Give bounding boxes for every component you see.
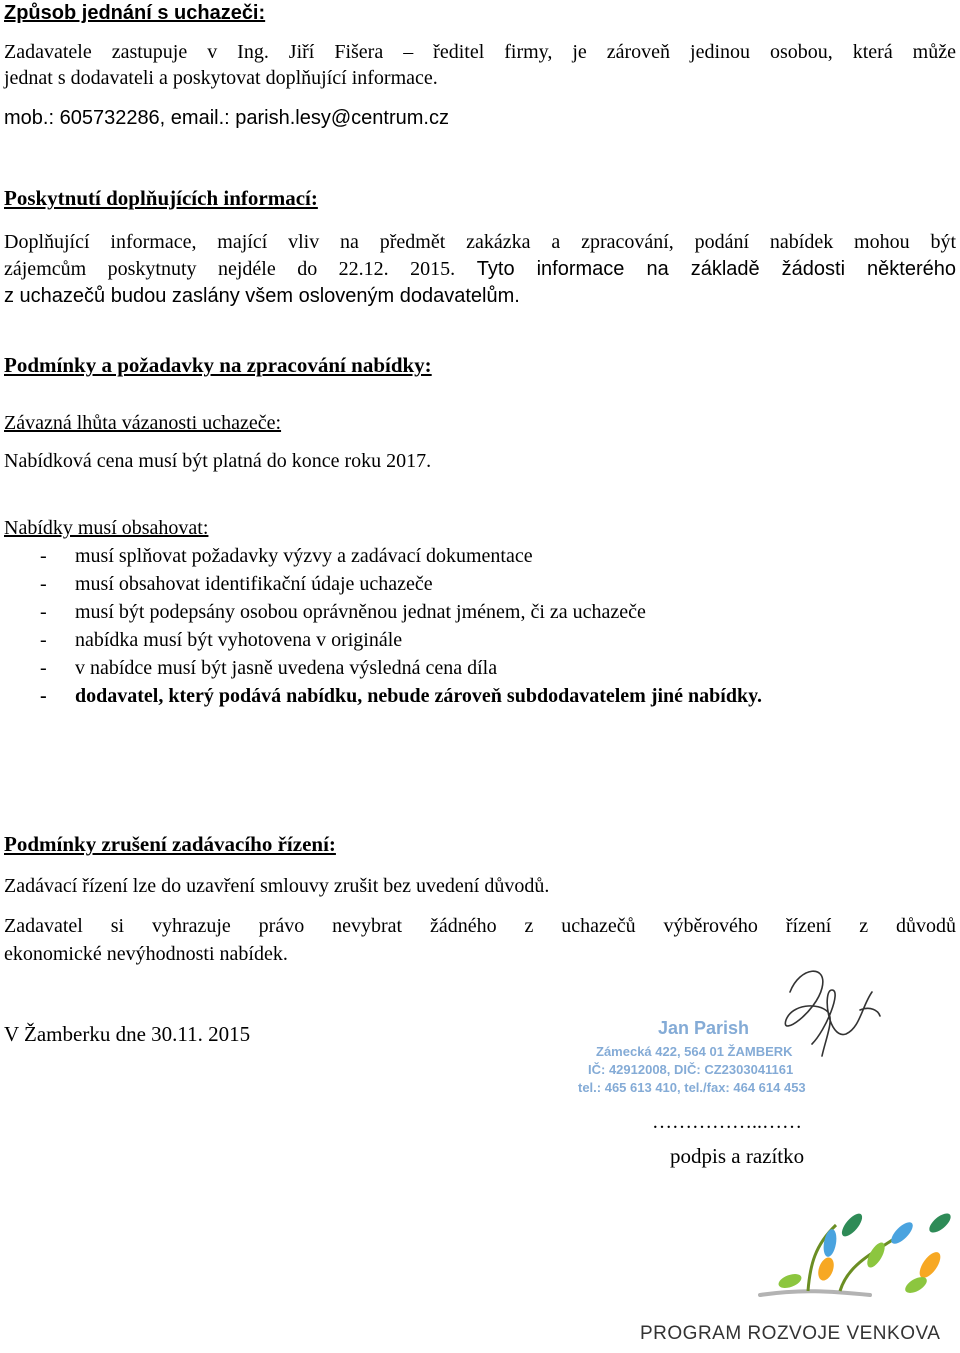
subheading-binding-period: Závazná lhůta vázanosti uchazeče: <box>4 412 282 434</box>
heading-cancellation: Podmínky zrušení zadávacího řízení: <box>4 832 336 856</box>
heading-contact: Způsob jednání s uchazeči: <box>4 2 266 24</box>
stamp-name: Jan Parish <box>658 1018 750 1038</box>
tree-logo-icon <box>640 1195 960 1305</box>
subheading-offer-content: Nabídky musí obsahovat: <box>4 517 209 539</box>
requirements-list <box>4 542 762 710</box>
list-item: - dodavatel, který podává nabídku, nebude zároveň subdodavatelem jiné nabídky. <box>40 685 763 707</box>
stamp-ids: IČ: 42912008, DIČ: CZ2303041161 <box>588 1062 794 1077</box>
list-item: - musí být podepsány osobou oprávněnou jednat jménem, či za uchazeče <box>40 601 646 623</box>
list-item: - musí obsahovat identifikační údaje uchazeče <box>40 573 433 595</box>
contact-details: mob.: 605732286, email.: parish.lesy@centrum.cz <box>4 107 449 129</box>
cancellation-line-3: ekonomické nevýhodnosti nabídek. <box>4 943 288 965</box>
info-line-3: z uchazečů budou zaslány všem osloveným dodavatelům. <box>4 285 520 307</box>
stamp-phones: tel.: 465 613 410, tel./fax: 464 614 453 <box>578 1080 806 1095</box>
validity-text: Nabídková cena musí být platná do konce roku 2017. <box>4 450 432 472</box>
signature-label: podpis a razítko <box>670 1144 805 1168</box>
program-logo <box>640 1195 960 1353</box>
program-logo-text: PROGRAM ROZVOJE VENKOVA <box>640 1323 941 1344</box>
heading-offer-requirements: Podmínky a požadavky na zpracování nabídky: <box>4 353 432 377</box>
company-stamp <box>560 960 890 1110</box>
cancellation-line-1: Zadávací řízení lze do uzavření smlouvy zrušit bez uvedení důvodů. <box>4 875 550 897</box>
cancellation-line-2: Zadavatel si vyhrazuje právo nevybrat žádného z uchazečů výběrového řízení z důvodů <box>4 915 956 937</box>
list-item: - v nabídce musí být jasně uvedena výsledná cena díla <box>40 657 498 679</box>
contact-line-2: jednat s dodavateli a poskytovat doplňující informace. <box>4 67 438 89</box>
info-line-2: zájemcům poskytnuty nejdéle do 22.12. 2015. Tyto informace na základě žádosti některého <box>4 258 957 280</box>
stamp-address: Zámecká 422, 564 01 ŽAMBERK <box>596 1044 793 1059</box>
list-item: - musí splňovat požadavky výzvy a zadávací dokumentace <box>40 545 533 567</box>
list-item: - nabídka musí být vyhotovena v originále <box>40 629 403 651</box>
place-date: V Žamberku dne 30.11. 2015 <box>4 1022 251 1046</box>
contact-line-1: Zadavatele zastupuje v Ing. Jiří Fišera – ředitel firmy, je zároveň jedinou osobou, která může <box>4 41 956 63</box>
signature-dots: ……………..…… <box>652 1111 802 1133</box>
info-line-1: Doplňující informace, mající vliv na předmět zakázka a zpracování, podání nabídek mohou být <box>4 231 956 253</box>
heading-additional-info: Poskytnutí doplňujících informací: <box>4 186 318 210</box>
